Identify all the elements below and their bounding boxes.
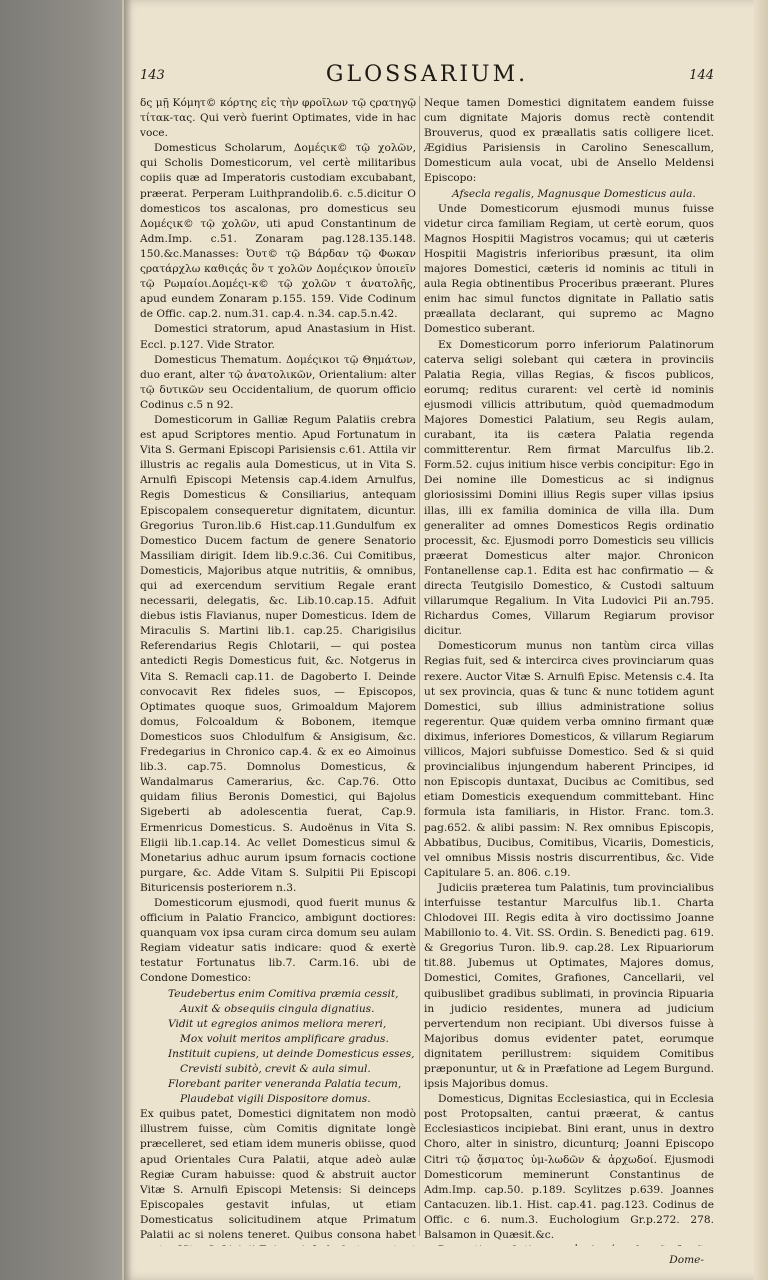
running-head <box>140 62 714 92</box>
page-number-right: 144 <box>689 68 714 83</box>
paragraph: Domesticorum munus non tantùm circa villas Regias fuit, sed & intercirca cives provinciarum quas rexere. Auctor Vitæ S. Arnulfi Episc. Metensis c.4. Ita ut sex provincia, quas & tunc & nunc totidem agunt Domestici, sub illius administratione solius regerentur. Quæ quidem verba omnino firmant quæ diximus, inferiores Domesticos, & villarum Regiarum villicos, Majori subfuisse Domestico. Sed & si quid provincialibus injungendum haberent Principes, id non Episcopis duntaxat, Ducibus ac Comitibus, sed etiam Domesticis exequendum committebant. Hinc formula ista familiaris, in Histor. Franc. tom.3. pag.652. & alibi passim: N. Rex omnibus Episcopis, Abbatibus, Ducibus, Comitibus, Vicariis, Domesticis, vel omnibus Missis nostris discurrentibus, &c. Vide Capitulare 5. an. 806. c.19. <box>424 640 714 879</box>
verse-line: Plaudebat vigili Dispositore domus. <box>180 1093 371 1106</box>
paragraph: Domesticus Scholarum, Δομέςικ© τῷ χολῶν, qui Scholis Domesticorum, vel certè militaribus copiis quæ ad Imperatoris custodiam excubabant, præerat. Perperam Luithprandolib.6. c.5.dicitur O domesticos tos ascalonas, pro domesticus seu Δομέςικ© τῷ χολῶν, uti apud Constantinum de Adm.Imp. c.51. Zonaram pag.128.135.148. 150.&c.Manasses: Ὀυτ© τῷ Βάρδαν τῷ Φωκαν ςρατάρχλω καθιςάς ὂν τ χολῶν Δομέςικον ὑποιεῖν τῷ Ρωμαίοι.Δομέςι-κ© τῷ χολῶν τ ἀνατολῆς, apud eundem Zonaram p.155. 159. Vide Codinum de Offic. cap.2. num.31. cap.4. n.34. cap.5.n.42. <box>140 142 416 321</box>
page-edge <box>754 0 768 1280</box>
column-divider <box>419 96 420 1236</box>
paragraph: Domesticus, Dignitas Ecclesiastica, qui in Ecclesia post Protopsalten, cantui præerat, & cantus Ecclesiasticos incipiebat. Bini erant, unus in dextro Choro, alter in sinistro, dicunturq; Joanni Episcopo Citri τῷ ᾄσματος ὑμ-λωδῶν & ἀρχωδοί. Ejusmodi Domesticorum meminerunt Constantinus de Adm.Imp. cap.50. p.189. Scylitzes p.639. Joannes Cantacuzen. lib.1. Hist. cap.41. pag.123. Codinus de Offic. c 6. num.3. Euchologium Gr.p.272. 278. Balsamon in Quæsit.&c. <box>424 1093 714 1242</box>
verse-line: Mox voluit meritos amplificare gradus. <box>180 1032 389 1045</box>
verse-line: Teudebertus enim Comitiva præmia cessit, <box>168 987 399 1000</box>
paragraph: Domesticorum ejusmodi, quod fuerit munus & officium in Palatio Francico, ambigunt doctiores: quanquam vox ipsa curam circa domum seu aulam Regiam videatur satis indicare: quod & exertè testatur Fortunatus lib.7. Carm.16. ubi de Condone Domestico: <box>140 896 416 985</box>
paragraph: Domesticorum in Galliæ Regum Palatiis crebra est apud Scriptores mentio. Apud Fortunatum in Vita S. Germani Episcopi Parisiensis c.61. Attila vir illustris ac regalis aula Domesticus, ut in Vita S. Arnulfi Episcopi Metensis cap.4.idem Arnulfus, Regis Domesticus & Consiliarius, antequam Episcopalem consequeretur dignitatem, dicuntur. Gregorius Turon.lib.6 Hist.cap.11.Gundulfum ex Domestico Ducem factum de genere Senatorio Massiliam dirigit. Idem lib.9.c.36. Cui Comitibus, Domesticis, Majoribus atque nutritiis, & omnibus, qui ad exercendum servitium Regale erant necessarii, delegatis, &c. Lib.10.cap.15. Adfuit diebus istis Flavianus, nuper Domesticus. Idem de Miraculis S. Martini lib.1. cap.25. Charigisilus Referendarius Regis Chlotarii, — qui postea antedicti Regis Domesticus fuit, &c. Notgerus in Vita S. Remacli cap.11. de Dagoberto I. Deinde convocavit Rex fideles suos, — Episcopos, Optimates quoque suos, Grimoaldum Majorem domus, Folcoaldum & Bobonem, itemque Domesticos suos Chlodulfum & Ansigisum, &c. Fredegarius in Chronico cap.4. & ex eo Aimoinus lib.3. cap.75. Domnolus Domesticus, & Wandalmarus Camerarius, &c. Cap.76. Otto quidam filius Beronis Domestici, qui Bajolus Sigeberti ab adolescentia fuerat, Cap.9. Ermenricus Domesticus. S. Audoënus in Vita S. Eligii lib.1.cap.14. Ac vellet Domesticus simul & Monetarius adhuc aurum ipsum fornacis coctione purgare, &c. Adde Vitam S. Sulpitii Pii Episcopi Bituricensis posteriorem n.3. <box>140 413 416 894</box>
paragraph: δς μῇ Κόμητ© κόρτης εἰς τὴν φροῖλων τῷ ςρατηγῷ τίτακ-τας. Qui verò fuerint Optimates, vide in hac voce. <box>140 97 416 140</box>
book-binding <box>124 0 132 1280</box>
verse-line: Crevisti subitò, crevit & aula simul. <box>180 1063 371 1075</box>
paragraph: Unde Domesticorum ejusmodi munus fuisse videtur circa familiam Regiam, ut certè eorum, quos Magnos Hospitii Magistros vocamus; qui ut cæteris Hospitii Magistris inferioribus præsunt, ita olim majores Domestici, cæteris id nominis ac tituli in aula Regia obtinentibus Proceribus præerant. Plures enim hac simul functos dignitate in Pallatio satis præallata declarant, qui supremo ac Magno Domestico suberant. <box>424 202 714 336</box>
left-column <box>140 96 416 1246</box>
left-page-shadow <box>0 0 122 1280</box>
verse-line: Vidit ut egregios animos meliora mereri, <box>168 1017 387 1030</box>
paragraph: Domestici stratorum, apud Anastasium in Hist. Eccl. p.127. Vide Strator. <box>140 323 416 351</box>
paragraph: Judiciis præterea tum Palatinis, tum provincialibus interfuisse testantur Marculfus lib.1. Charta Chlodovei III. Regis edita à viro doctissimo Joanne Mabillonio to. 4. Vit. SS. Ordin. S. Benedicti pag. 619. & Gregorius Turon. lib.9. cap.28. Lex Ripuariorum tit.88. Jubemus ut Optimates, Majores domus, Domestici, Comites, Grafiones, Cancellarii, vel quibuslibet gradibus sublimati, in provincia Ripuaria in judicio residentes, munera ad judicium pervertendum non recipiant. Ubi diversos fuisse à Majoribus domus evidenter patet, eorumque dignitatem perillustrem: siquidem Comitibus præponuntur, ut & in Præfatione ad Legem Burgund. ipsis Majoribus domus. <box>424 881 714 1091</box>
verse-line: Auxit & obsequiis cingula dignatius. <box>180 1002 375 1015</box>
right-column <box>424 96 714 1246</box>
paragraph: Ex Domesticorum porro inferiorum Palatinorum caterva seligi solebant qui cætera in provinciis Palatia Regia, villas Regias, & fiscos publicos, eorumq; reditus curarent: vel certè id nominis ejusmodi villicis attributum, quòd quemadmodum Majores Domestici Palatium, seu Regis aulam, curabant, ita iis cætera Palatia regenda committerentur. Rem firmat Marculfus lib.2. Form.52. cujus initium hisce verbis concipitur: Ego in Dei nomine ille Domesticus ac si indignus gloriosissimi Domini illius Regis super villas ipsius illas, illi ex familia dominica de villa illa. Dum generaliter ad omnes Domesticos Regis ordinatio processit, &c. Ejusmodi porro Domesticis seu villicis præerat Domesticus alter major. Chronicon Fontanellense cap.1. Edita est hac confirmatio — & directa Teutgisilo Domestico, & Custodi saltuum villarumque Regalium. In Vita Ludovici Pii an.795. Richardus Comes, Villarum Regiarum provisor dicitur. <box>424 338 714 638</box>
paragraph: Neque tamen Domestici dignitatem eandem fuisse cum dignitate Majoris domus rectè contendit Brouverus, quod ex præallatis satis colligere licet. Ægidius Parisiensis in Carolino Senescallum, Domesticum aula vocat, ubi de Ansello Meldensi Episcopo: <box>424 97 714 185</box>
catchword: Dome- <box>669 1254 704 1266</box>
page-number-left: 143 <box>140 68 165 83</box>
verse-line: Instituit cupiens, ut deinde Domesticus esses, <box>168 1047 415 1060</box>
paragraph: Domesticus Thematum. Δομέςικοι τῷ Θημάτων, duo erant, alter τῷ ἀνατολικῶν, Orientalium: alter τῷ δυτικῶν seu Occidentalium, de quorum officio Codinus c.5 n 92. <box>140 353 416 411</box>
paragraph <box>424 1243 714 1246</box>
verse-line: Florebant pariter veneranda Palatia tecum, <box>168 1078 402 1091</box>
page-title: GLOSSARIUM. <box>325 62 529 87</box>
verse-line: Afsecla regalis, Magnusque Domesticus aula. <box>452 187 696 200</box>
paragraph: Ex quibus patet, Domestici dignitatem non modò illustrem fuisse, cùm Comitis dignitate longè præcelleret, sed etiam idem muneris obiisse, quod apud Orientales Cura Palatii, atque adeò aulæ Regiæ Curam habuisse: quod & abstruit auctor Vitæ S. Arnulfi Episcopi Metensis: Si deinceps Episcopales gestavit infulas, ut etiam Domesticatus solicitudinem atque Primatum Palatii ac si nolens teneret. Quibus consona habet <box>140 1108 416 1242</box>
